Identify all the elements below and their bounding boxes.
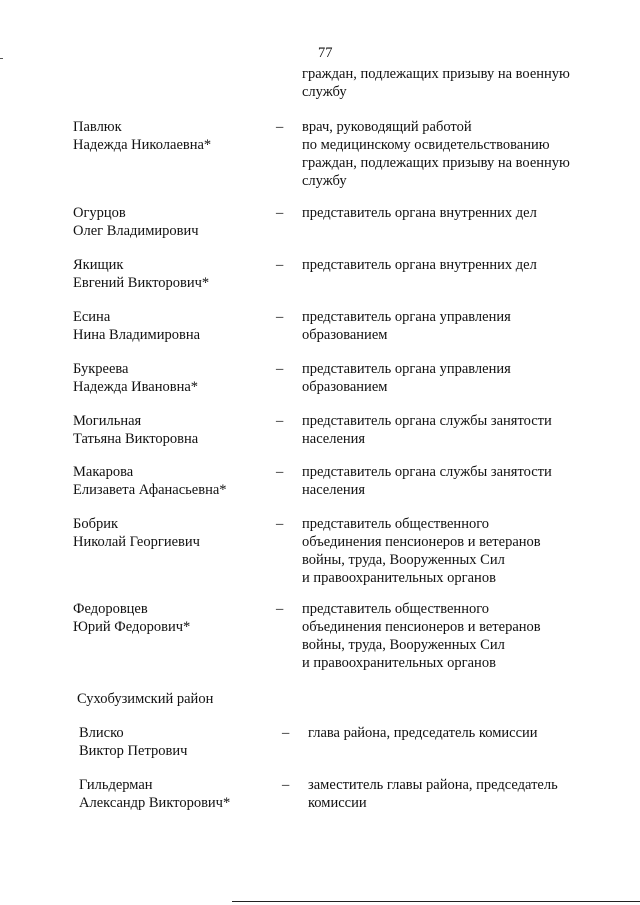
role-line: и правоохранительных органов (302, 570, 496, 586)
member-surname: Есина (73, 309, 111, 325)
dash: – (276, 413, 284, 429)
member-surname: Гильдерман (79, 777, 153, 793)
margin-mark (0, 58, 3, 59)
member-name (73, 204, 273, 240)
member-name (73, 412, 273, 448)
page-number: 77 (318, 45, 333, 61)
member-given-name: Елизавета Афанасьевна* (73, 482, 227, 498)
role-line: населения (302, 431, 366, 447)
role-line: заместитель главы района, председатель (308, 777, 558, 793)
role-line: комиссии (308, 795, 367, 811)
member-given-name: Виктор Петрович (79, 743, 188, 759)
member-given-name: Николай Георгиевич (73, 534, 200, 550)
role-line: врач, руководящий работой (302, 119, 472, 135)
role-line: службу (302, 84, 347, 100)
member-given-name: Юрий Федорович* (73, 619, 191, 635)
member-given-name: Александр Викторович* (79, 795, 231, 811)
role-line: представитель общественного (302, 516, 490, 532)
role-line: представитель органа внутренних дел (302, 257, 537, 273)
role-line: образованием (302, 379, 388, 395)
member-role (302, 118, 612, 190)
role-line: образованием (302, 327, 388, 343)
role-line: населения (302, 482, 366, 498)
member-given-name: Надежда Николаевна* (73, 137, 212, 153)
member-role (302, 412, 612, 448)
member-role (302, 463, 612, 499)
member-role (302, 204, 612, 222)
member-name (73, 515, 273, 551)
member-name (79, 776, 279, 812)
role-line: глава района, председатель комиссии (308, 725, 538, 741)
role-line: представитель органа управления (302, 361, 511, 377)
section-title: Сухобузимский район (77, 691, 214, 707)
role-line: представитель органа внутренних дел (302, 205, 537, 221)
role-line: граждан, подлежащих призыву на военную (302, 66, 570, 82)
role-line: представитель органа службы занятости (302, 413, 552, 429)
member-role (302, 515, 612, 587)
role-line: войны, труда, Вооруженных Сил (302, 637, 505, 653)
role-line: войны, труда, Вооруженных Сил (302, 552, 505, 568)
dash: – (276, 119, 284, 135)
dash: – (282, 777, 290, 793)
member-given-name: Татьяна Викторовна (73, 431, 199, 447)
member-surname: Бобрик (73, 516, 119, 532)
role-line: службу (302, 173, 347, 189)
role-line: и правоохранительных органов (302, 655, 496, 671)
dash: – (276, 309, 284, 325)
dash: – (282, 725, 290, 741)
member-surname: Огурцов (73, 205, 126, 221)
member-surname: Якищик (73, 257, 124, 273)
member-given-name: Евгений Викторович* (73, 275, 210, 291)
member-given-name: Нина Владимировна (73, 327, 201, 343)
dash: – (276, 601, 284, 617)
member-given-name: Олег Владимирович (73, 223, 199, 239)
role-line: представитель общественного (302, 601, 490, 617)
member-surname: Федоровцев (73, 601, 148, 617)
member-role (302, 256, 612, 274)
member-name (73, 463, 273, 499)
member-given-name: Надежда Ивановна* (73, 379, 199, 395)
member-surname: Букреева (73, 361, 129, 377)
role-line: граждан, подлежащих призыву на военную (302, 155, 570, 171)
dash: – (276, 516, 284, 532)
dash: – (276, 205, 284, 221)
member-name (73, 118, 273, 154)
role-line: по медицинскому освидетельствованию (302, 137, 550, 153)
member-name (73, 308, 273, 344)
role-line: представитель органа службы занятости (302, 464, 552, 480)
member-surname: Могильная (73, 413, 142, 429)
member-role (308, 724, 618, 742)
continuation-role (302, 65, 612, 101)
member-name (79, 724, 279, 760)
dash: – (276, 361, 284, 377)
role-line: объединения пенсионеров и ветеранов (302, 619, 541, 635)
member-surname: Макарова (73, 464, 134, 480)
member-role (302, 308, 612, 344)
member-name (73, 600, 273, 636)
role-line: объединения пенсионеров и ветеранов (302, 534, 541, 550)
member-role (302, 360, 612, 396)
member-name (73, 360, 273, 396)
dash: – (276, 257, 284, 273)
footer-rule (232, 901, 640, 902)
member-role (308, 776, 618, 812)
member-surname: Влиско (79, 725, 124, 741)
member-role (302, 600, 612, 672)
member-name (73, 256, 273, 292)
member-surname: Павлюк (73, 119, 122, 135)
role-line: представитель органа управления (302, 309, 511, 325)
dash: – (276, 464, 284, 480)
